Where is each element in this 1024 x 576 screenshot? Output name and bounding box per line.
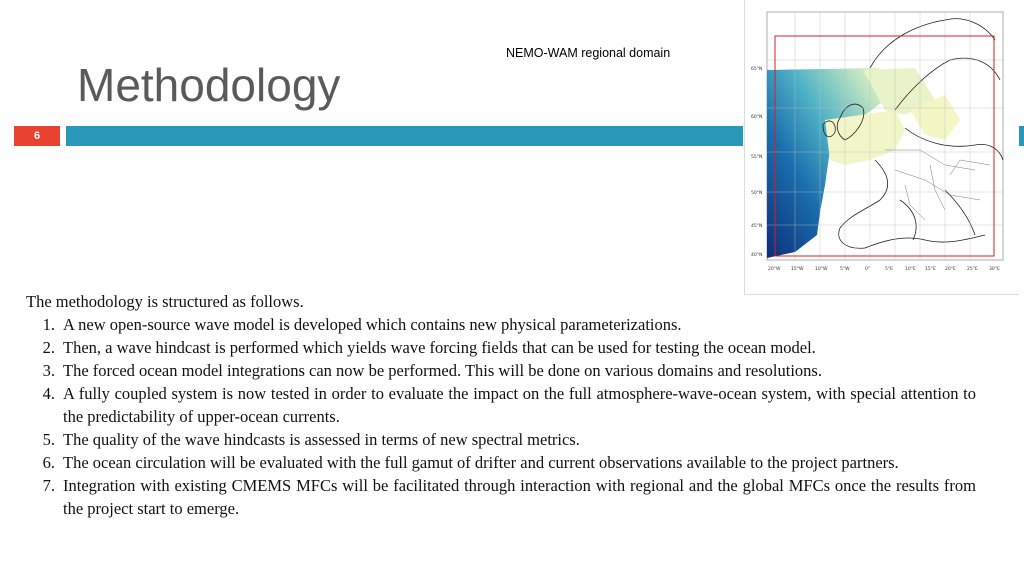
list-item — [26, 313, 976, 336]
list-item-text: A new open-source wave model is developed which contains new physical parameterizations. — [63, 315, 682, 334]
list-item-number: 2. — [42, 338, 55, 357]
list-item — [26, 336, 976, 359]
lon-label: 15°E — [925, 267, 936, 272]
lon-label: 20°E — [945, 267, 956, 272]
lat-label: 50°N — [751, 191, 763, 196]
lat-label: 65°N — [751, 67, 763, 72]
page-number: 6 — [33, 130, 41, 142]
list-item-text: A fully coupled system is now tested in order to evaluate the impact on the full atmosphere-wave-ocean system, with special attention to the predictability of upper-ocean currents. — [63, 384, 976, 426]
list-item-text: The ocean circulation will be evaluated with the full gamut of drifter and current observations available to the project partners. — [63, 453, 899, 472]
list-item-number: 4. — [42, 384, 55, 403]
lat-label: 45°N — [751, 224, 763, 229]
list-item-text: The forced ocean model integrations can now be performed. This will be done on various domains and resolutions. — [63, 361, 822, 380]
domain-map-graphic — [745, 0, 1019, 294]
domain-map — [744, 0, 1019, 295]
list-item-text: Integration with existing CMEMS MFCs will be facilitated through interaction with regional and the global MFCs once the results from the project start to emerge. — [63, 476, 976, 518]
list-item — [26, 359, 976, 382]
list-item-text: The quality of the wave hindcasts is assessed in terms of new spectral metrics. — [63, 430, 580, 449]
intro-sentence: The methodology is structured as follows. — [26, 292, 304, 311]
list-item-number: 3. — [42, 361, 55, 380]
lon-label: 0° — [865, 267, 871, 272]
list-item — [26, 382, 976, 428]
lon-label: 25°E — [967, 267, 978, 272]
lon-label: 5°E — [885, 267, 893, 272]
lat-label: 55°N — [751, 155, 763, 160]
map-caption: NEMO-WAM regional domain — [506, 46, 671, 60]
lon-label: 30°E — [989, 267, 1000, 272]
title-divider-bar — [66, 126, 743, 146]
methodology-steps-list — [26, 313, 976, 520]
lon-tick-labels — [768, 266, 1000, 272]
list-item-number: 6. — [42, 453, 55, 472]
page-number-badge — [14, 126, 60, 146]
lat-label: 40°N — [751, 253, 763, 258]
slide-title: Methodology — [77, 59, 341, 111]
lon-label: 20°W — [768, 267, 781, 272]
list-item-text: Then, a wave hindcast is performed which yields wave forcing fields that can be used for testing the ocean model. — [63, 338, 816, 357]
list-item-number: 1. — [42, 315, 55, 334]
lat-label: 60°N — [751, 115, 763, 120]
list-item — [26, 474, 976, 520]
lon-label: 10°W — [815, 267, 828, 272]
lon-label: 15°W — [791, 267, 804, 272]
lon-label: 10°E — [905, 267, 916, 272]
lat-tick-labels — [751, 66, 762, 258]
list-item-number: 5. — [42, 430, 55, 449]
list-item-number: 7. — [42, 476, 55, 495]
lon-label: 5°W — [840, 267, 850, 272]
list-item — [26, 451, 976, 474]
methodology-body — [26, 290, 976, 520]
list-item — [26, 428, 976, 451]
